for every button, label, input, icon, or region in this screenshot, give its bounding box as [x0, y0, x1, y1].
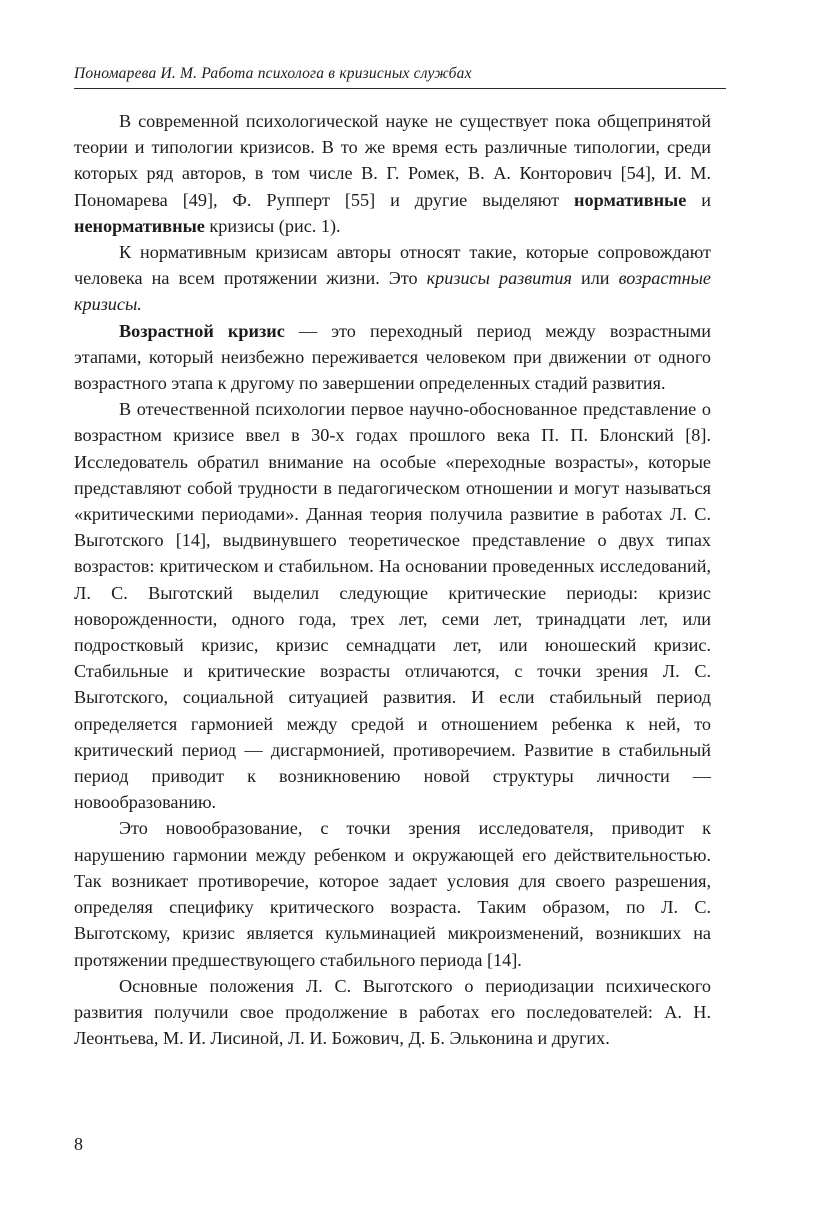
paragraph-normative [74, 239, 711, 318]
paragraph-text: В современной психологической науке не существует пока общепринятой теории и типологии кризисов. В то же время есть различные типологии, среди которых ряд авторов, в том числе В. Г. Ромек, В. А. Конторович [54], И. М. Пономарева [49], Ф. Рупперт [55] и другие выделяют [74, 111, 711, 210]
term-age-crises: возрастные кризисы. [74, 268, 712, 315]
text-body [74, 108, 711, 1051]
term-non-normative: ненормативные [74, 215, 205, 236]
paragraph-text: или [571, 268, 619, 289]
header-author: Пономарева И. М. [74, 65, 198, 82]
page-number: 8 [74, 1134, 83, 1154]
paragraph-neoformation: Это новообразование, с точки зрения исследователя, приводит к нарушению гармонии между ребенком и окружающей его действительностью. Так возникает противоречие, которое задает условия для своего разрешения, определяя специфику критического возраста. Таким образом, по Л. С. Выготскому, кризис является кульминацией микроизменений, возникших на протяжении предшествующего стабильного периода [14]. [74, 818, 711, 970]
paragraph-text: и [686, 189, 712, 210]
paragraph-definition [74, 318, 711, 397]
paragraph-vygotsky: В отечественной психологии первое научно-обоснованное представление о возрастном кризисе ввел в 30-х годах прошлого века П. П. Блонский [8]. Исследователь обратил внимание на особые «переходные возрасты», которые представляют собой трудности в педагогическом отношении и могут называться «критическими периодами». Данная теория получила развитие в работах Л. С. Выготского [14], выдвинувшего теоретическое представление о двух типах возрастов: критическом и стабильном. На основании проведенных исследований, Л. С. Выготский выделил следующие критические периоды: кризис новорожденности, одного года, трех лет, семи лет, тринадцати лет, или подростковый кризис, кризис семнадцати лет, или юношеский кризис. Стабильные и критические возрасты отличаются, с точки зрения Л. С. Выготского, социальной ситуацией развития. И если стабильный период определяется гармонией между средой и отношением ребенка к ней, то критический период — дисгармонией, противоречием. Развитие в стабильный период приводит к возникновению новой структуры личности — новообразованию. [74, 399, 711, 813]
paragraph-followers: Основные положения Л. С. Выготского о периодизации психического развития получили свое продолжение в работах его последователей: А. Н. Леонтьева, М. И. Лисиной, Л. И. Божович, Д. Б. Эльконина и других. [74, 975, 711, 1049]
paragraph-text: кризисы (рис. 1). [204, 215, 341, 236]
paragraph-text: К нормативным кризисам авторы относят такие, которые сопровождают человека на всем протяжении жизни. Это [74, 242, 711, 289]
running-header [74, 63, 726, 89]
header-book-title: Работа психолога в кризисных службах [201, 65, 472, 82]
paragraph-typology [74, 108, 711, 239]
term-normative: нормативные [574, 189, 687, 210]
term-development-crises: кризисы развития [426, 268, 572, 289]
term-age-crisis: Возрастной кризис [119, 320, 285, 341]
paragraph-text: — это переходный период между возрастными этапами, который неизбежно переживается человеком при движении от одного возрастного этапа к другому по завершении определенных стадий развития. [74, 320, 711, 394]
